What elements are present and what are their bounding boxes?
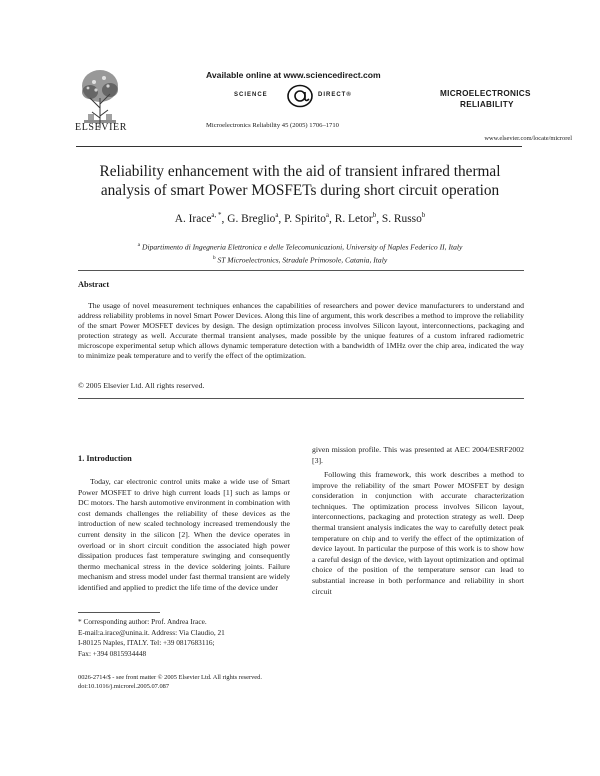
affiliation-b: $^b$ ST Microelectronics, Stradale Primosole, Catania, Italy: [212, 254, 388, 265]
author[interactable]: G. Breglio$^a$,: [227, 211, 285, 225]
sciencedirect-right-text: DIRECT®: [318, 92, 352, 98]
footnote-line: I-80125 Naples, ITALY. Tel: +39 0817683116;: [78, 638, 215, 648]
author[interactable]: R. Letor$^b$,: [334, 211, 382, 225]
sciencedirect-logo: [234, 84, 384, 108]
journal-url-link[interactable]: www.elsevier.com/locate/microrel: [484, 135, 572, 142]
title-line2: analysis of smart Power MOSFETs during short circuit operation: [100, 182, 500, 199]
title-line1: Reliability enhancement with the aid of transient infrared thermal: [99, 163, 501, 180]
intro-right-paragraph-2: Following this framework, this work describes a method to improve the reliability of the smart Power MOSFET by design consideration in conjunction with accurate characterization techniques. The optimization process involves Silicon layout, interconnections, packaging and protection strategy as well. Deep thermal transient analysis indicates the way to carefully detect peak temperature on chip and to verify the effect of the optimization of device layout. In particular the purpose of this work is to show how a careful design of the device, with layout optimization and optimal choice of the position of the temperature sensor can lead to substantial increase in both performance and reliability in short circuit: [312, 470, 524, 596]
intro-right-paragraph-1: given mission profile. This was presented at AEC 2004/ESRF2002 [3].: [312, 445, 524, 465]
journal-brand-line2: RELIABILITY: [460, 100, 514, 109]
sciencedirect-at-icon: [286, 84, 314, 108]
journal-reference: Microelectronics Reliability 45 (2005) 1706–1710: [206, 122, 339, 129]
sciencedirect-left-text: SCIENCE: [234, 92, 268, 98]
page-footer: [78, 673, 378, 691]
journal-brand: [440, 88, 570, 110]
intro-left-paragraph: Today, car electronic control units make a wide use of Smart Power MOSFET to drive high current loads [1] such as lamps or DC motors. The harsh automotive environment in combination with cost demands challenges the reliability of these devices as the introduction of new scaled technology increased tremendously the current density in the silicon [2]. When the device operates in overload or in short circuit condition the associated high power dissipation produces fast temperature swinging and consequently thermo mechanical stress in the device soldering joints. Failure mechanism and stress model under fast thermal transient are widely identified and applied to predict the life time of the device under: [78, 477, 290, 592]
author[interactable]: A. Irace$^{a, *}$,: [174, 211, 228, 225]
footnote-line: * Corresponding author: Prof. Andrea Irace.: [78, 617, 207, 626]
author-list: [60, 211, 540, 225]
footnote-line: Fax: +394 0815934448: [78, 648, 147, 658]
header-divider: [76, 146, 522, 147]
affiliation-a: $^a$ Dipartimento di Ingegneria Elettronica e delle Telecomunicazioni, University of Naples Federico II, Italy: [137, 242, 463, 252]
footer-copyright: 0026-2714/$ - see front matter © 2005 Elsevier Ltd. All rights reserved.: [78, 674, 262, 681]
abstract-bottom-divider: [78, 398, 524, 399]
author[interactable]: P. Spirito$^a$,: [284, 211, 335, 225]
section-heading-introduction: 1. Introduction: [78, 454, 132, 463]
footer-doi[interactable]: doi:10.1016/j.microrel.2005.07.087: [78, 683, 170, 690]
corresponding-author-footnote: [78, 617, 290, 659]
abstract-top-divider: [78, 270, 524, 271]
abstract-body: The usage of novel measurement techniques enhances the capabilities of researchers and power device manufacturers to understand and address reliability problems in novel Smart Power Devices. Along this line of argument, this work describes a method to improve the reliability of the smart Power MOSFET devices by design. The design optimization process involves Silicon layout, interconnections, packaging and protection strategy as well. Accurate thermal transient analyses, made possible by the unique features of a custom infrared radiometric microscope experimental setup which allows dynamic temperature detection with a bandwidth of 1MHz over the chip area, indicated the way to minimize peak temperature and to verify the effect of the optimization.: [78, 301, 524, 360]
journal-brand-line1: MICROELECTRONICS: [440, 89, 531, 98]
footnote-divider: [78, 612, 160, 613]
article-title: [60, 162, 540, 200]
author[interactable]: S. Russo$^b$: [381, 211, 426, 225]
publisher-name: ELSEVIER: [74, 122, 128, 133]
available-online-text: Available online at www.sciencedirect.com: [206, 70, 381, 80]
abstract-heading: Abstract: [78, 280, 110, 289]
abstract-copyright: © 2005 Elsevier Ltd. All rights reserved.: [78, 381, 205, 390]
elsevier-tree-logo-icon: [78, 68, 122, 130]
affiliations: [60, 240, 540, 265]
footnote-email-line[interactable]: E-mail:a.irace@unina.it. Address: Via Claudio, 21: [78, 627, 225, 637]
